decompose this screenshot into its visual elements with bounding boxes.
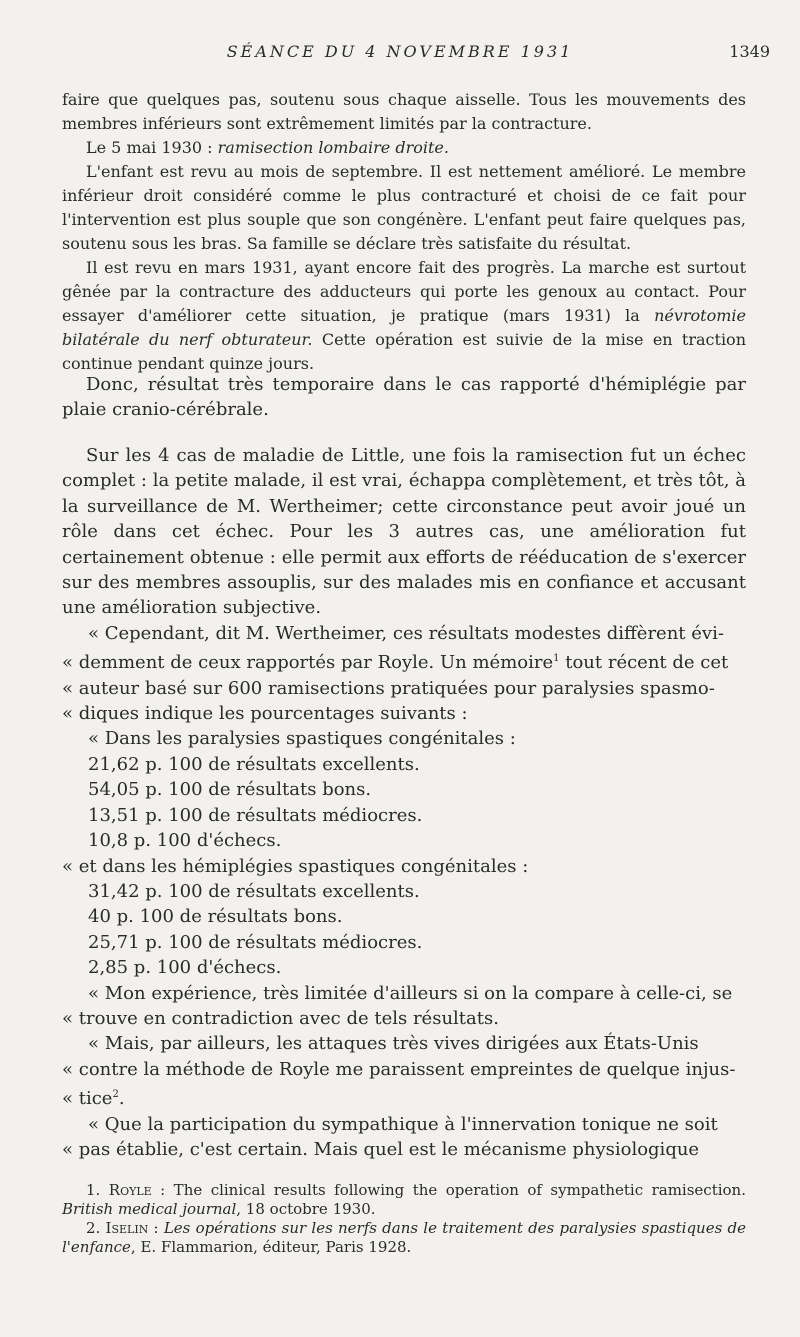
case-paragraph-2 (62, 136, 746, 160)
footnote-2-title: Les opérations sur les nerfs dans le traitement des paralysies spastiques de l'enfance (62, 1219, 746, 1256)
case-followup-text: Il est revu en mars 1931, ayant encore fait des progrès. La marche est surtout gênée par la contracture des adducteurs qui porte les genoux au contact. Pour essayer d'améliorer cette situation, je pratique (mars 1931) la (62, 258, 746, 325)
quote-line-1: « Cependant, dit M. Wertheimer, ces résultats modestes diffèrent évi- (88, 622, 724, 644)
result-line-1: 21,62 p. 100 de résultats excellents. (88, 753, 420, 775)
main-text (62, 372, 746, 423)
quote-line-3: « auteur basé sur 600 ramisections pratiquées pour paralysies spasmo- (62, 677, 715, 699)
footnote-ref-2: 2 (112, 1089, 119, 1101)
case-paragraph-4 (62, 256, 746, 376)
footnote-1 (62, 1181, 746, 1219)
result-line-5: 31,42 p. 100 de résultats excellents. (88, 880, 420, 902)
footnote-2-separator: : (148, 1219, 164, 1237)
case-second-operation: névrotomie bilatérale du nerf obturateur. (62, 306, 746, 349)
case-followup-end: Cette opération est suivie de la mise en traction continue pendant quinze jours. (62, 330, 746, 373)
quote-line-2 (62, 646, 746, 675)
quote-line-11b: . (118, 1088, 125, 1110)
page-number: 1349 (729, 42, 770, 61)
result-line-6: 40 p. 100 de résultats bons. (88, 906, 343, 928)
result-line-7: 25,71 p. 100 de résultats médiocres. (88, 931, 423, 953)
quote-line-13: « pas établie, c'est certain. Mais quel est le mécanisme physiologique (62, 1138, 700, 1160)
quote-line-2b: tout récent de cet (559, 652, 729, 674)
footnote-1-number: 1. (86, 1181, 109, 1199)
case-date: Le 5 mai 1930 : (86, 138, 218, 157)
page-header (0, 42, 800, 68)
footnote-ref-1: 1 (553, 653, 560, 665)
case-operation: ramisection lombaire droite. (217, 138, 449, 157)
footnote-1-journal: British medical journal (62, 1200, 237, 1218)
quote-line-6: « et dans les hémiplégies spastiques congénitales : (62, 855, 529, 877)
footnote-1-author: Royle (108, 1181, 152, 1199)
quote-line-11 (62, 1082, 746, 1111)
quote-line-11a: « tice (62, 1088, 113, 1110)
quote-line-12: « Que la participation du sympathique à l'innervation tonique ne soit (88, 1113, 718, 1135)
result-line-4: 10,8 p. 100 d'échecs. (88, 830, 282, 852)
result-line-3: 13,51 p. 100 de résultats médiocres. (88, 804, 423, 826)
footnote-2 (62, 1219, 746, 1257)
quote-line-4: « diques indique les pourcentages suivants : (62, 703, 468, 725)
quote-line-8: « trouve en contradiction avec de tels résultats. (62, 1007, 499, 1029)
footnote-2-author: Iselin (105, 1219, 149, 1237)
paragraph-donc: Donc, résultat très temporaire dans le cas rapporté d'hémiplégie par plaie cranio-cérébrale. (62, 374, 746, 421)
paragraph-little: Sur les 4 cas de maladie de Little, une fois la ramisection fut un échec complet : la petite malade, il est vrai, échappa complètement, et très tôt, à la surveillance de M. Wertheimer; cette circonstance peut avoir joué un rôle dans cet échec. Pour les 3 autres cas, une amélioration fut certainement obtenue : elle permit aux efforts de rééducation de s'exercer sur des membres assouplis, sur des malades mis en confiance et accusant une amélioration subjective. (62, 445, 746, 619)
quote-line-5: « Dans les paralysies spastiques congénitales : (88, 728, 516, 750)
case-report (62, 88, 746, 376)
quote-line-10: « contre la méthode de Royle me paraissent empreintes de quelque injus- (62, 1058, 736, 1080)
case-paragraph-3: L'enfant est revu au mois de septembre. Il est nettement amélioré. Le membre inférieur droit considéré comme le plus contracturé et choisi de ce fait pour l'intervention est plus souple que son congénère. L'enfant peut faire quelques pas, soutenu sous les bras. Sa famille se déclare très satisfaite du résultat. (62, 162, 746, 253)
main-text-2 (62, 443, 746, 1162)
footnote-1-title: : The clinical results following the operation of sympathetic ramisection. (151, 1181, 746, 1199)
footnote-2-publisher: , E. Flammarion, éditeur, Paris 1928. (130, 1238, 412, 1256)
footnotes (62, 1181, 746, 1257)
quote-line-2a: « demment de ceux rapportés par Royle. Un mémoire (62, 652, 554, 674)
quote-line-7: « Mon expérience, très limitée d'ailleurs si on la compare à celle-ci, se (88, 982, 733, 1004)
footnote-1-date: , 18 octobre 1930. (236, 1200, 376, 1218)
case-paragraph-1: faire que quelques pas, soutenu sous chaque aisselle. Tous les mouvements des membres inférieurs sont extrêmement limités par la contracture. (62, 90, 746, 133)
result-line-8: 2,85 p. 100 d'échecs. (88, 957, 282, 979)
result-line-2: 54,05 p. 100 de résultats bons. (88, 779, 372, 801)
footnote-2-number: 2. (86, 1219, 106, 1237)
running-title: SÉANCE DU 4 NOVEMBRE 1931 (226, 42, 574, 61)
quote-line-9: « Mais, par ailleurs, les attaques très vives dirigées aux États-Unis (88, 1033, 699, 1055)
